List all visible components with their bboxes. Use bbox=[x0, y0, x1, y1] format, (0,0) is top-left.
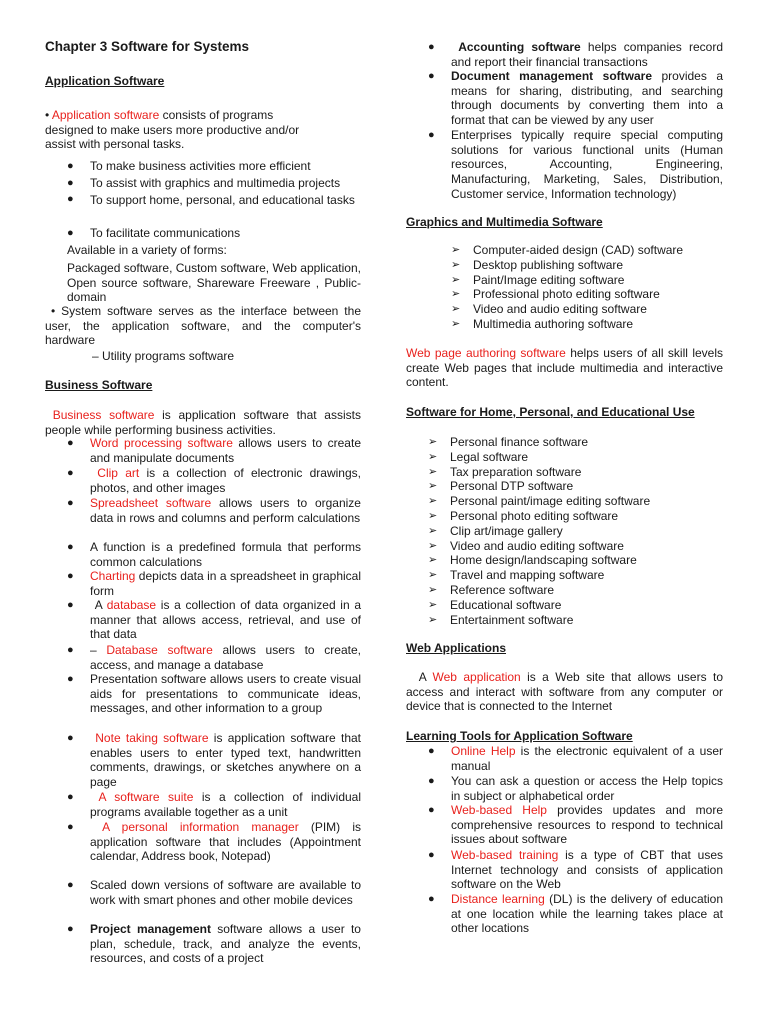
home-software-item bbox=[428, 539, 650, 554]
graphics-item bbox=[451, 273, 683, 288]
business-bullet-text bbox=[90, 466, 361, 495]
bullet-description: You can ask a question or access the Help topics in subject or alphabetical order bbox=[451, 774, 723, 803]
home-software-item bbox=[428, 553, 650, 568]
highlighted-term: Charting bbox=[90, 569, 136, 583]
highlighted-term: Clip art bbox=[97, 466, 140, 480]
home-software-item bbox=[428, 613, 650, 628]
bullet-description: depicts data in a spreadsheet in graphical form bbox=[90, 569, 361, 598]
highlighted-term: Word processing software bbox=[90, 436, 233, 450]
bullet-dot: ● bbox=[67, 879, 74, 891]
home-software-item bbox=[428, 435, 650, 450]
graphics-item bbox=[451, 317, 683, 332]
system-text: System software serves as the interface between the user, the application software, and the computer's hardware bbox=[45, 304, 361, 348]
business-bullet-text bbox=[90, 436, 361, 465]
business-bullet-text bbox=[90, 922, 361, 966]
intro-bullet: • bbox=[45, 108, 50, 122]
list-item-text: Computer-aided design (CAD) software bbox=[473, 243, 684, 257]
arrow-icon: ➢ bbox=[428, 450, 438, 463]
application-software-intro bbox=[45, 108, 361, 152]
bullet-dot: ● bbox=[428, 129, 435, 141]
bullet-description: allows users to organize data in rows and columns and perform calculations bbox=[90, 496, 361, 525]
graphics-software-list bbox=[451, 243, 683, 332]
business-bullet-text bbox=[90, 672, 361, 716]
bullet-description: allows users to create, access, and manage a database bbox=[90, 643, 361, 672]
business-software-heading: Business Software bbox=[45, 378, 153, 392]
bullet-dot: ● bbox=[67, 570, 74, 582]
list-item-text: Desktop publishing software bbox=[473, 257, 624, 272]
bullet-description: is a collection of electronic drawings, photos, and other images bbox=[90, 466, 361, 495]
graphics-multimedia-heading: Graphics and Multimedia Software bbox=[406, 215, 603, 229]
bullet-prefix: – bbox=[90, 643, 107, 657]
bullet-description: Scaled down versions of software are available to work with smart phones and other mobile devices bbox=[90, 878, 361, 907]
business-bullet-text bbox=[90, 496, 361, 525]
highlighted-term: Web-based training bbox=[451, 848, 559, 862]
highlighted-term: Database software bbox=[106, 643, 213, 657]
accounting-text: Accounting software helps companies record and report their financial transactions bbox=[451, 40, 723, 69]
arrow-icon: ➢ bbox=[428, 509, 438, 522]
bullet-dot: ● bbox=[428, 70, 435, 82]
bullet-dot: ● bbox=[428, 41, 435, 53]
learning-tools-heading: Learning Tools for Application Software bbox=[406, 729, 633, 743]
page-title: Chapter 3 Software for Systems bbox=[45, 39, 250, 54]
application-software-heading: Application Software bbox=[45, 74, 165, 88]
forms-label: Available in a variety of forms: bbox=[67, 243, 227, 257]
arrow-icon: ➢ bbox=[428, 554, 438, 567]
system-software-text bbox=[45, 304, 361, 348]
list-item-text: Paint/Image editing software bbox=[473, 272, 625, 287]
list-item-text: Travel and mapping software bbox=[450, 568, 605, 583]
highlighted-term: Web-based Help bbox=[451, 803, 547, 817]
arrow-icon: ➢ bbox=[451, 244, 461, 256]
home-software-item bbox=[428, 465, 650, 480]
arrow-icon: ➢ bbox=[428, 524, 438, 537]
arrow-icon: ➢ bbox=[428, 436, 438, 448]
arrow-icon: ➢ bbox=[451, 288, 461, 301]
bullet-dot: ● bbox=[428, 893, 435, 905]
business-bullet-text bbox=[90, 569, 361, 598]
list-item-text: Video and audio editing software bbox=[473, 302, 647, 317]
list-item-text: Educational software bbox=[450, 597, 562, 612]
arrow-icon: ➢ bbox=[451, 258, 461, 271]
arrow-icon: ➢ bbox=[451, 273, 461, 286]
system-bullet: • bbox=[50, 304, 56, 318]
learning-bullet-text bbox=[451, 774, 723, 803]
arrow-icon: ➢ bbox=[428, 598, 438, 611]
highlighted-term: database bbox=[106, 598, 157, 612]
bullet-description: A function is a predefined formula that performs common calculations bbox=[90, 540, 361, 569]
business-bullet-text bbox=[90, 731, 361, 790]
graphics-item bbox=[451, 302, 683, 317]
highlighted-term: A personal information manager bbox=[102, 820, 299, 834]
arrow-icon: ➢ bbox=[428, 569, 438, 582]
list-item-text: Personal finance software bbox=[450, 435, 589, 449]
bullet-dot: ● bbox=[67, 673, 74, 685]
bullet-description: allows users to create and manipulate documents bbox=[90, 436, 361, 465]
web-authoring-term: Web page authoring software bbox=[406, 346, 566, 360]
business-bullet-text bbox=[90, 598, 361, 642]
utility-programs-text: – Utility programs software bbox=[92, 349, 235, 363]
bullet-dot: ● bbox=[67, 177, 74, 189]
app-bullet-text: To support home, personal, and educational tasks bbox=[90, 193, 355, 207]
bullet-dot: ● bbox=[428, 745, 435, 757]
business-bullet-text bbox=[90, 643, 361, 672]
bullet-dot: ● bbox=[67, 644, 74, 656]
bullet-description: is a type of CBT that uses Internet technology and consists of application software on the Web bbox=[451, 848, 723, 892]
list-item-text: Tax preparation software bbox=[450, 464, 582, 479]
arrow-icon: ➢ bbox=[451, 317, 461, 330]
arrow-icon: ➢ bbox=[428, 465, 438, 478]
business-bullet-text bbox=[90, 878, 361, 907]
web-application-text: A Web application is a Web site that allows users to access and interact with software from any computer or device that is connected to the Internet bbox=[406, 670, 723, 714]
bullet-description: provides updates and more comprehensive resources to respond to technical issues about software bbox=[451, 803, 723, 847]
home-personal-educational-heading: Software for Home, Personal, and Educational Use bbox=[406, 405, 695, 419]
graphics-item bbox=[451, 243, 683, 258]
arrow-icon: ➢ bbox=[451, 303, 461, 316]
bullet-dot: ● bbox=[67, 821, 74, 833]
intro-line-2: designed to make users more productive and/or bbox=[45, 122, 300, 137]
list-item-text: Personal photo editing software bbox=[450, 508, 619, 523]
intro-line-3: assist with personal tasks. bbox=[45, 137, 185, 152]
home-software-item bbox=[428, 450, 650, 465]
intro-term: Application software bbox=[51, 108, 160, 122]
bullet-description: is application software that enables users to enter typed text, handwritten comments, drawings, or sketches anywhere on a page bbox=[90, 731, 361, 790]
bullet-description: (DL) is the delivery of education at one location while the learning takes place at other locations bbox=[451, 892, 723, 936]
list-item-text: Personal paint/image editing software bbox=[450, 494, 651, 509]
business-bullet-text bbox=[90, 820, 361, 864]
arrow-icon: ➢ bbox=[428, 583, 438, 596]
business-term: Business software bbox=[52, 408, 155, 422]
list-item-text: Entertainment software bbox=[450, 612, 574, 627]
bullet-description: is a collection of data organized in a manner that allows access, retrieval, and use of that data bbox=[90, 598, 361, 642]
bullet-dot: ● bbox=[67, 193, 74, 205]
bullet-dot: ● bbox=[67, 160, 74, 172]
list-item-text: Clip art/image gallery bbox=[450, 523, 563, 538]
bullet-dot: ● bbox=[428, 849, 435, 861]
bullet-dot: ● bbox=[67, 541, 74, 553]
home-software-item bbox=[428, 524, 650, 539]
business-intro-text: is application software that assists people while performing business activities. bbox=[45, 408, 361, 437]
business-bullet-text bbox=[90, 540, 361, 569]
app-bullet-text: To facilitate communications bbox=[90, 226, 241, 240]
home-software-item bbox=[428, 583, 650, 598]
home-software-item bbox=[428, 479, 650, 494]
highlighted-term: Note taking software bbox=[95, 731, 209, 745]
list-item-text: Reference software bbox=[450, 582, 555, 597]
arrow-icon: ➢ bbox=[428, 480, 438, 493]
learning-bullet-text bbox=[451, 892, 723, 936]
business-software-intro bbox=[45, 408, 361, 437]
web-authoring-text: Web page authoring software helps users of all skill levels create Web pages that include multimedia and interactive content. bbox=[406, 346, 724, 390]
web-applications-heading: Web Applications bbox=[406, 641, 507, 655]
business-bullet-text bbox=[90, 790, 361, 819]
bold-term: Project management bbox=[90, 922, 211, 936]
bullet-description: (PIM) is application software that includes (Appointment calendar, Address book, Notepad) bbox=[90, 820, 361, 864]
bullet-dot: ● bbox=[67, 791, 74, 803]
bullet-dot: ● bbox=[67, 467, 74, 479]
home-software-item bbox=[428, 509, 650, 524]
list-item-text: Video and audio editing software bbox=[450, 538, 624, 553]
highlighted-term: Distance learning bbox=[451, 892, 545, 906]
bullet-prefix: A bbox=[94, 598, 107, 612]
highlighted-term: A software suite bbox=[98, 790, 194, 804]
bullet-description: Presentation software allows users to create visual aids for presentations to communicate ideas, messages, and other information to a group bbox=[90, 672, 361, 716]
bullet-dot: ● bbox=[67, 923, 74, 935]
learning-bullet-text bbox=[451, 803, 723, 847]
list-item-text: Multimedia authoring software bbox=[473, 316, 634, 331]
app-bullet-text: To assist with graphics and multimedia projects bbox=[90, 176, 341, 190]
list-item-text: Legal software bbox=[450, 449, 529, 464]
bullet-dot: ● bbox=[67, 437, 74, 449]
bullet-dot: ● bbox=[67, 732, 74, 744]
bullet-dot: ● bbox=[67, 497, 74, 509]
home-software-list bbox=[428, 435, 650, 627]
intro-text: consists of programs bbox=[159, 108, 274, 122]
web-application-term: Web application bbox=[432, 670, 521, 684]
list-item-text: Personal DTP software bbox=[450, 479, 574, 494]
list-item-text: Home design/landscaping software bbox=[450, 553, 637, 568]
home-software-item bbox=[428, 598, 650, 613]
forms-text: Packaged software, Custom software, Web application, Open source software, Shareware Freeware , Public-domain bbox=[67, 261, 361, 305]
highlighted-term: Spreadsheet software bbox=[90, 496, 212, 510]
bullet-dot: ● bbox=[428, 775, 435, 787]
bullet-dot: ● bbox=[67, 599, 74, 611]
learning-bullet-text bbox=[451, 744, 723, 773]
highlighted-term: Online Help bbox=[451, 744, 516, 758]
arrow-icon: ➢ bbox=[428, 495, 438, 508]
app-bullet-text: To make business activities more efficient bbox=[90, 159, 311, 173]
bullet-dot: ● bbox=[67, 227, 74, 239]
bullet-description: software allows a user to plan, schedule, track, and analyze the events, resources, and costs of a project bbox=[90, 922, 361, 966]
bullet-description: is the electronic equivalent of a user manual bbox=[451, 744, 723, 773]
home-software-item bbox=[428, 494, 650, 509]
bullet-description: is a collection of individual programs available together as a unit bbox=[90, 790, 362, 819]
list-item-text: Professional photo editing software bbox=[473, 287, 660, 302]
arrow-icon: ➢ bbox=[428, 613, 438, 626]
document-management-text: Document management software provides a means for sharing, distributing, and searching through documents by converting them into a format that can be viewed by any user bbox=[451, 69, 723, 128]
enterprises-text: Enterprises typically require special computing solutions for various functional units (Human resources, Accounting, Engineering, Manufacturing, Marketing, Sales, Distribution, Customer service, Information technology) bbox=[451, 128, 723, 201]
arrow-icon: ➢ bbox=[428, 539, 438, 552]
bullet-dot: ● bbox=[428, 804, 435, 816]
home-software-item bbox=[428, 568, 650, 583]
learning-bullet-text bbox=[451, 848, 723, 892]
graphics-item bbox=[451, 287, 683, 302]
graphics-item bbox=[451, 258, 683, 273]
